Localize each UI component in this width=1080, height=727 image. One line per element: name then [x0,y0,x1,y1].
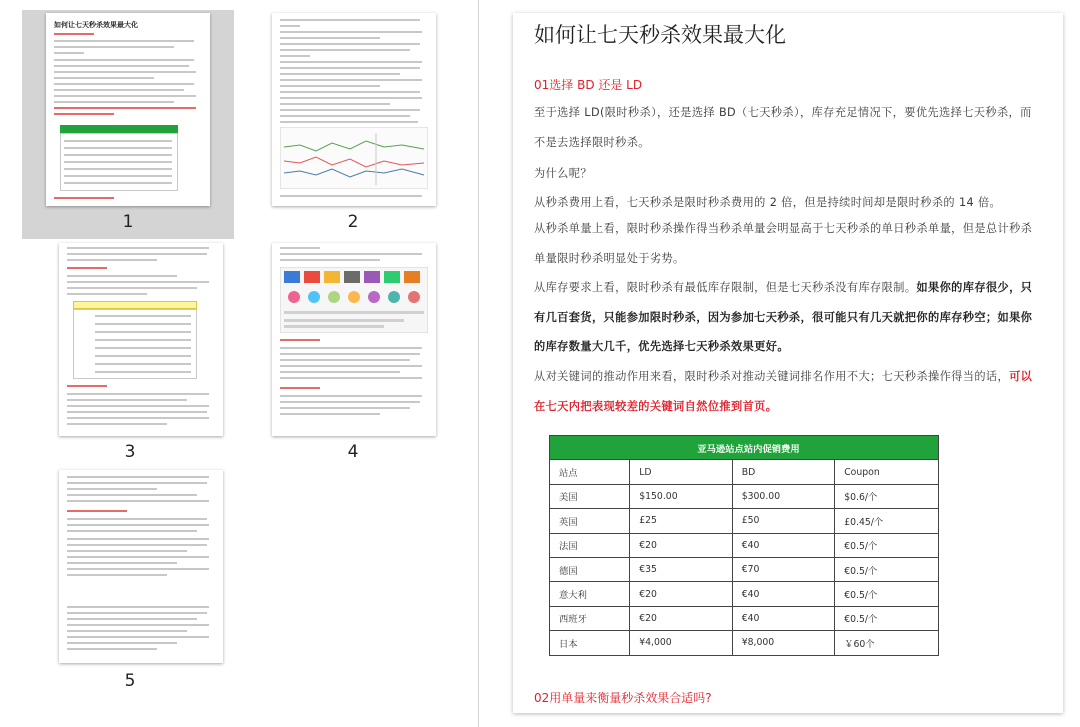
thumbnail-page-1[interactable] [46,13,210,206]
keywords-text: 从对关键词的推动作用来看，限时秒杀对推动关键词排名作用不大；七天秒杀操作得当的话， [534,370,1010,383]
table-row [550,533,939,557]
paragraph-volume: 从秒杀单量上看，限时秒杀操作得当秒杀单量会明显高于七天秒杀的单日秒杀单量，但是总计秒杀单量限时秒杀明显处于劣势。 [534,222,1033,265]
table-cell: £0.45/个 [835,509,939,533]
table-cell: €0.5/个 [835,606,939,630]
paragraph-cost: 从秒杀费用上看，七天秒杀是限时秒杀费用的 2 倍，但是持续时间却是限时秒杀的 14 倍。 [534,196,1002,209]
section-heading-1: 01选择 BD 还是 LD [534,78,643,92]
fee-table-title: 亚马逊站点站内促销费用 [550,436,939,460]
document-title: 如何让七天秒杀效果最大化 [534,23,786,47]
table-cell: €70 [732,557,835,581]
promotion-fee-table [549,435,939,656]
table-cell: €40 [732,582,835,606]
thumbnail-page-number: 4 [347,442,359,462]
table-cell: $150.00 [630,484,733,508]
table-cell: €0.5/个 [835,557,939,581]
thumbnail-panel[interactable] [0,0,478,727]
column-header: 站点 [550,460,630,484]
thumbnail-page-5[interactable] [59,470,223,663]
panel-divider[interactable] [478,0,479,727]
table-cell: €40 [732,533,835,557]
table-row [550,484,939,508]
thumbnail-page-title: 如何让七天秒杀效果最大化 [54,21,138,29]
section-heading-2: 02用单量来衡量秒杀效果合适吗? [534,691,712,705]
inventory-text: 从库存要求上看，限时秒杀有最低库存限制，但是七天秒杀没有库存限制。 [534,281,917,294]
table-row [550,509,939,533]
table-cell: 日本 [550,631,630,655]
thumbnail-product-grid-image [280,267,428,333]
column-header: BD [732,460,835,484]
table-row [550,582,939,606]
thumbnail-page-4[interactable] [272,243,436,436]
thumbnail-chart-image [280,127,428,189]
table-cell: €20 [630,606,733,630]
table-cell: ￥60个 [835,631,939,655]
table-cell: 意大利 [550,582,630,606]
table-cell: €40 [732,606,835,630]
thumbnail-page-number: 1 [122,212,134,232]
table-cell: $300.00 [732,484,835,508]
document-page [513,13,1063,713]
thumbnail-page-number: 2 [347,212,359,232]
inventory-bold-text: 如果你的库存很少，只有几百套货，只能参加限时秒杀，因为参加七天秒杀，很可能只有几天就把你的库存秒空；如果你的库存数量大几千，优先选择七天秒杀效果更好。 [534,281,1033,354]
column-header: Coupon [835,460,939,484]
thumbnail-page-2[interactable] [272,13,436,206]
table-cell: 德国 [550,557,630,581]
paragraph-question: 为什么呢？ [534,167,592,180]
table-cell: £50 [732,509,835,533]
column-header: LD [630,460,733,484]
table-cell: £25 [630,509,733,533]
table-cell: ¥4,000 [630,631,733,655]
table-cell: €20 [630,582,733,606]
table-row [550,606,939,630]
table-cell: ¥8,000 [732,631,835,655]
paragraph-intro: 至于选择 LD(限时秒杀），还是选择 BD（七天秒杀），库存充足情况下，要优先选择七天秒杀，而不是去选择限时秒杀。 [534,106,1032,149]
keywords-highlight-text: 可以在七天内把表现较差的关键词自然位推到首页。 [534,370,1033,413]
table-header-row [550,460,939,484]
table-cell: €0.5/个 [835,582,939,606]
table-cell: 英国 [550,509,630,533]
thumbnail-page-number: 5 [124,671,136,691]
table-cell: 美国 [550,484,630,508]
thumbnail-page-number: 3 [124,442,136,462]
table-cell: $0.6/个 [835,484,939,508]
table-cell: 西班牙 [550,606,630,630]
table-cell: 法国 [550,533,630,557]
thumbnail-page-3[interactable] [59,243,223,436]
table-row [550,631,939,655]
table-cell: €20 [630,533,733,557]
table-row [550,557,939,581]
table-cell: €35 [630,557,733,581]
table-cell: €0.5/个 [835,533,939,557]
paragraph-inventory [534,273,1042,362]
paragraph-keywords [534,362,1042,421]
